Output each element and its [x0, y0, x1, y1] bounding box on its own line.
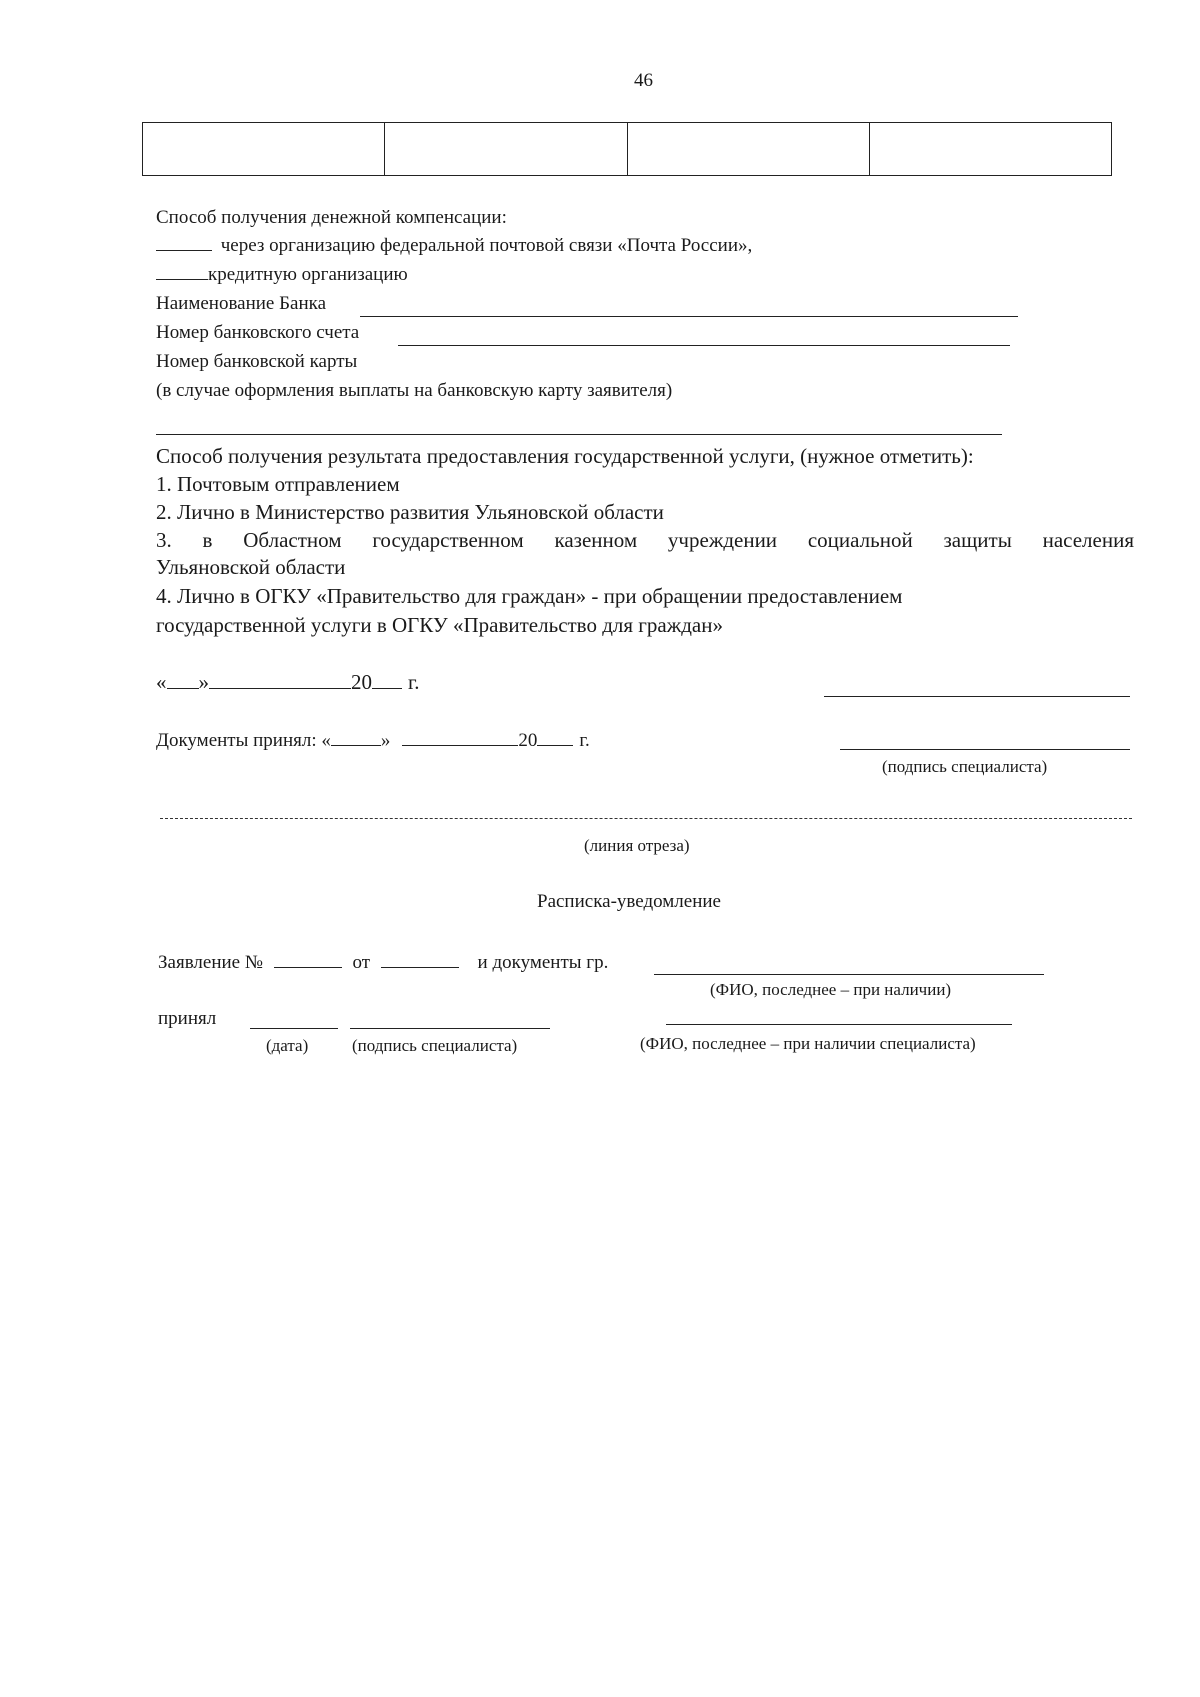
bank-card-label: Номер банковской карты — [156, 351, 358, 372]
date-day-field[interactable] — [167, 687, 199, 689]
result-item-2: 2. Лично в Министерство развития Ульяновской области — [156, 500, 664, 524]
accepted-signature-caption: (подпись специалиста) — [352, 1036, 518, 1055]
cut-line — [160, 818, 1132, 819]
accepted-signature-field[interactable] — [350, 1028, 550, 1029]
date-year-prefix: 20 — [351, 670, 372, 694]
option-post-checkbox-line[interactable] — [156, 249, 212, 251]
option-bank-row — [156, 264, 408, 286]
statement-date-field[interactable] — [381, 966, 459, 968]
docs-accepted-row — [156, 730, 590, 752]
docs-label: и документы гр. — [477, 952, 609, 973]
citizen-fio-field[interactable] — [654, 974, 1044, 975]
table-cell — [143, 123, 385, 176]
docs-accepted-year-prefix: 20 — [518, 730, 538, 751]
docs-accepted-month-field[interactable] — [402, 744, 518, 746]
statement-label: Заявление № — [158, 952, 263, 973]
specialist-fio-caption: (ФИО, последнее – при наличии специалиста) — [640, 1034, 976, 1053]
statement-number-field[interactable] — [274, 966, 342, 968]
accepted-date-caption: (дата) — [266, 1036, 309, 1055]
docs-accepted-signature-field[interactable] — [840, 749, 1130, 750]
accepted-date-field[interactable] — [250, 1028, 338, 1029]
result-item-4-line-2: государственной услуги в ОГКУ «Правительство для граждан» — [156, 613, 723, 637]
from-label: от — [352, 952, 371, 973]
citizen-fio-caption: (ФИО, последнее – при наличии) — [710, 980, 952, 999]
docs-accepted-signature-caption: (подпись специалиста) — [882, 757, 1048, 776]
docs-accepted-close-quote: » — [380, 730, 391, 751]
docs-accepted-year-field[interactable] — [537, 744, 573, 746]
docs-accepted-label: Документы принял: « — [156, 730, 331, 751]
date-year-suffix: г. — [408, 670, 420, 694]
date-year-field[interactable] — [372, 687, 402, 689]
date-close-quote: » — [198, 670, 209, 694]
option-bank-label: кредитную организацию — [208, 264, 408, 285]
specialist-fio-field[interactable] — [666, 1024, 1012, 1025]
bank-card-field[interactable] — [156, 434, 1002, 435]
top-table — [142, 122, 1112, 176]
accepted-label: принял — [158, 1008, 217, 1029]
result-item-3-line-2: Ульяновской области — [156, 555, 346, 579]
result-item-3-line-1: 3. в Областном государственном казенном учреждении социальной защиты населения — [156, 528, 1134, 552]
table-cell — [627, 123, 869, 176]
result-item-4-line-1: 4. Лично в ОГКУ «Правительство для граждан» - при обращении предоставлением — [156, 584, 903, 608]
bank-name-row — [156, 293, 326, 315]
bank-card-note: (в случае оформления выплаты на банковскую карту заявителя) — [156, 380, 673, 401]
receipt-title: Расписка-уведомление — [537, 891, 721, 912]
applicant-signature-field[interactable] — [824, 696, 1130, 697]
bank-name-label: Наименование Банка — [156, 293, 327, 314]
cut-line-caption: (линия отреза) — [584, 836, 690, 855]
option-post-row — [156, 235, 752, 257]
result-item-1: 1. Почтовым отправлением — [156, 472, 400, 496]
page-number: 46 — [634, 70, 653, 91]
table-cell — [869, 123, 1111, 176]
bank-account-label: Номер банковского счета — [156, 322, 360, 343]
bank-account-field[interactable] — [398, 345, 1010, 346]
compensation-heading: Способ получения денежной компенсации: — [156, 207, 507, 228]
option-post-label: через организацию федеральной почтовой связи «Почта России», — [220, 235, 753, 256]
date-open-quote: « — [156, 670, 167, 694]
option-bank-checkbox-line[interactable] — [156, 278, 208, 280]
date-month-field[interactable] — [209, 687, 351, 689]
bank-name-field[interactable] — [360, 316, 1018, 317]
docs-accepted-day-field[interactable] — [331, 744, 381, 746]
table-row — [143, 123, 1112, 176]
bank-account-row — [156, 322, 359, 344]
receipt-statement-row — [158, 952, 608, 974]
docs-accepted-year-suffix: г. — [579, 730, 590, 751]
result-heading: Способ получения результата предоставления государственной услуги, (нужное отметить): — [156, 444, 974, 468]
application-date-row — [156, 670, 420, 695]
table-cell — [385, 123, 627, 176]
